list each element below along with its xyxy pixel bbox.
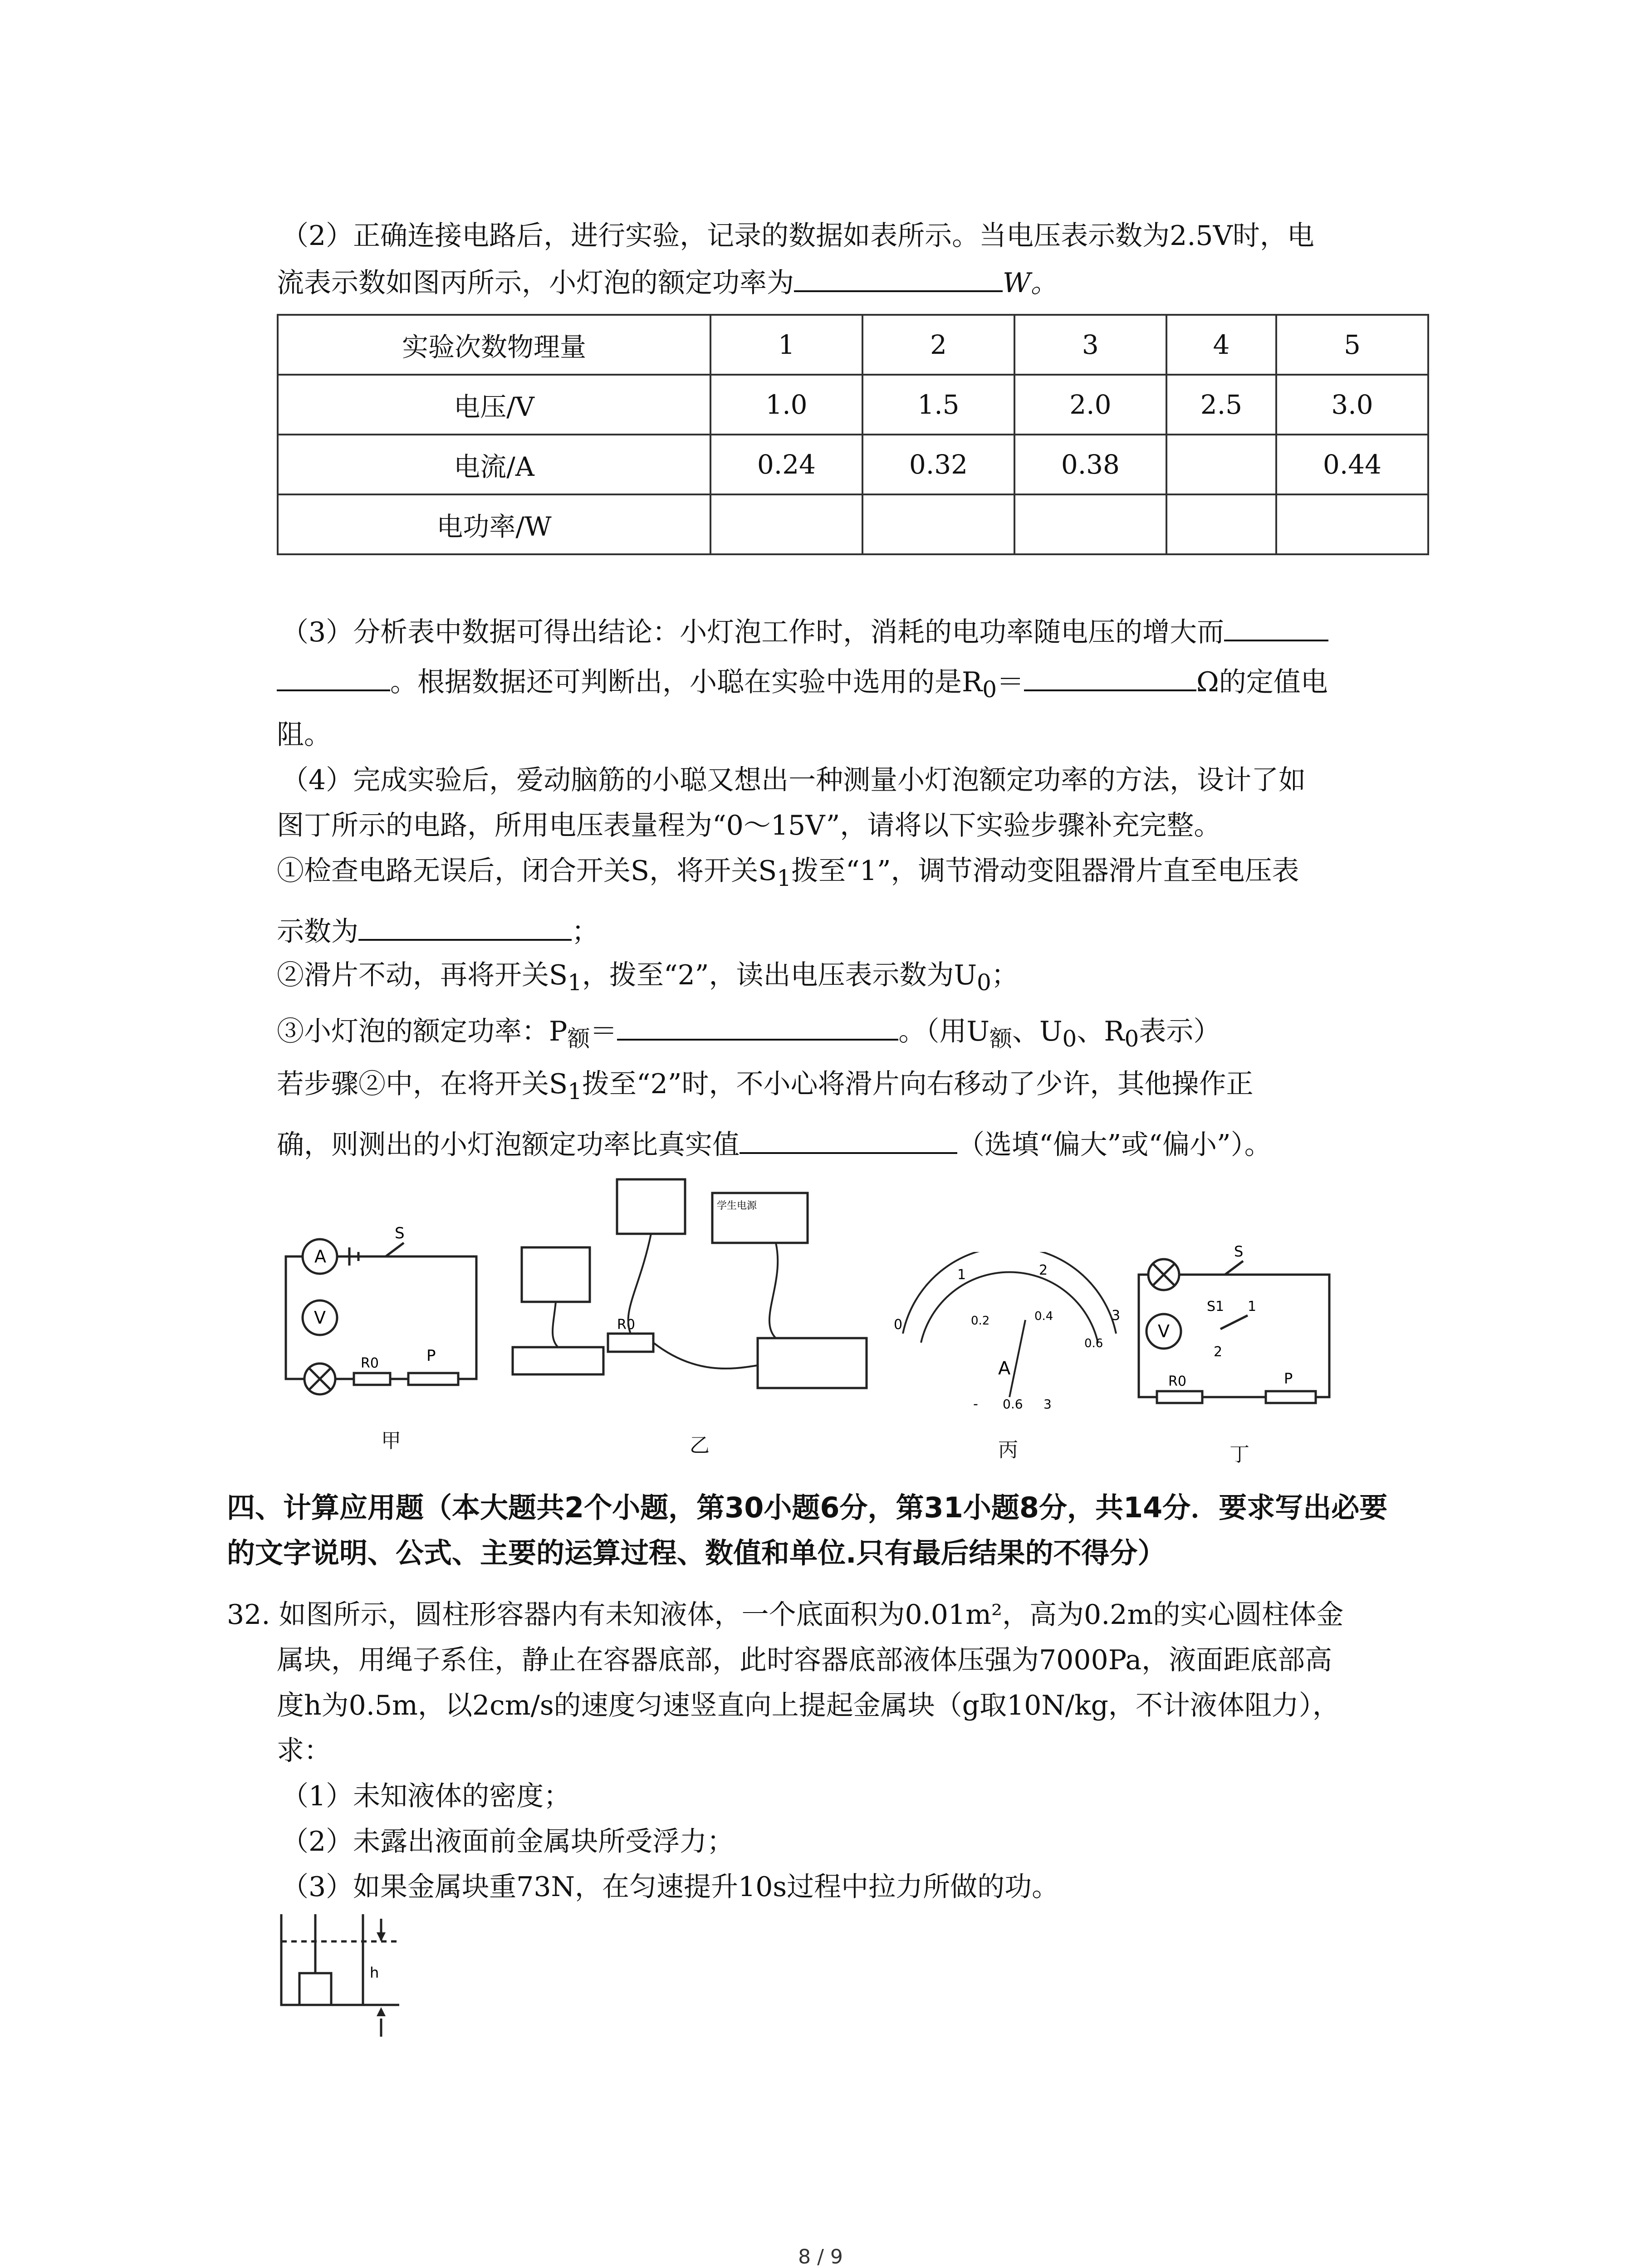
voltmeter-label: V bbox=[1158, 1321, 1170, 1341]
q32-sub2: （2）未露出液面前金属块所受浮力； bbox=[281, 1826, 735, 1857]
table-cell: 0.38 bbox=[1014, 435, 1166, 494]
part3-text: 。根据数据还可判断出，小聪在实验中选用的是R bbox=[390, 666, 983, 698]
answer-blank-trend-cont[interactable] bbox=[277, 662, 390, 691]
table-header-cell: 1 bbox=[710, 315, 862, 375]
dial-three: 3 bbox=[1112, 1308, 1121, 1324]
part3-text: ＝ bbox=[997, 666, 1024, 698]
part4-step1 bbox=[277, 853, 1299, 896]
container-figure bbox=[272, 1905, 408, 2041]
subscript: 0 bbox=[982, 676, 997, 703]
dial-0.2: 0.2 bbox=[971, 1314, 990, 1328]
subscript: 额 bbox=[989, 1026, 1012, 1052]
figure-caption-yi: 乙 bbox=[690, 1434, 710, 1457]
power-supply-label: 学生电源 bbox=[717, 1200, 757, 1212]
switch-label: S bbox=[395, 1224, 405, 1242]
table-header-cell: 实验次数物理量 bbox=[278, 315, 710, 375]
section-heading-line1: 四、计算应用题（本大题共2个小题，第30小题6分，第31小题8分，共14分．要求写出必要 bbox=[227, 1491, 1388, 1524]
table-header-cell: 4 bbox=[1166, 315, 1276, 375]
answer-blank-voltage[interactable] bbox=[358, 912, 572, 941]
part3-line1 bbox=[281, 612, 1328, 650]
table-cell: 0.24 bbox=[710, 435, 862, 494]
subscript: 1 bbox=[777, 865, 792, 891]
table-cell: 电功率/W bbox=[278, 494, 710, 554]
part4-line1: （4）完成实验后，爱动脑筋的小聪又想出一种测量小灯泡额定功率的方法，设计了如 bbox=[281, 764, 1306, 796]
step-text: ； bbox=[572, 916, 599, 948]
question-number: 32. bbox=[227, 1599, 270, 1631]
step-text: （选填“偏大”或“偏小”）。 bbox=[957, 1129, 1272, 1161]
step-text: ②滑片不动，再将开关S bbox=[277, 959, 568, 991]
p-label: P bbox=[426, 1347, 436, 1365]
q32-sub3: （3）如果金属块重73N，在匀速提升10s过程中拉力所做的功。 bbox=[281, 1871, 1059, 1903]
switch-s1-label: S1 bbox=[1207, 1299, 1225, 1315]
answer-blank-power[interactable] bbox=[794, 263, 1003, 292]
step-text: 表示） bbox=[1139, 1016, 1221, 1047]
table-cell: 0.44 bbox=[1276, 435, 1428, 494]
table-cell: 0.32 bbox=[862, 435, 1014, 494]
step-text: ①检查电路无误后，闭合开关S，将开关S bbox=[277, 855, 777, 887]
subscript: 额 bbox=[567, 1026, 590, 1052]
q32-line1 bbox=[227, 1597, 1343, 1633]
subscript: 1 bbox=[568, 969, 582, 996]
part2-line1: （2）正确连接电路后，进行实验，记录的数据如表所示。当电压表示数为2.5V时，电 bbox=[281, 220, 1314, 252]
switch-s-label: S bbox=[1234, 1243, 1244, 1260]
dial-zero: 0 bbox=[894, 1317, 903, 1333]
pos-2-label: 2 bbox=[1214, 1344, 1223, 1360]
part3-line3: 阻。 bbox=[277, 719, 331, 751]
step-text: 拨至“1”，调节滑动变阻器滑片直至电压表 bbox=[791, 855, 1299, 887]
table-cell bbox=[1166, 494, 1276, 554]
figure-caption-bing: 丙 bbox=[998, 1438, 1018, 1461]
dial-unit-a: A bbox=[998, 1358, 1011, 1379]
step-text: ，拨至“2”，读出电压表示数为U bbox=[582, 959, 977, 991]
step-text: 若步骤②中，在将开关S bbox=[277, 1068, 568, 1100]
answer-blank-trend[interactable] bbox=[1224, 612, 1328, 641]
section-heading-line2: 的文字说明、公式、主要的运算过程、数值和单位.只有最后结果的不得分） bbox=[227, 1536, 1166, 1569]
answer-blank-bias[interactable] bbox=[740, 1125, 957, 1154]
table-header-cell: 3 bbox=[1014, 315, 1166, 375]
terminal-3: 3 bbox=[1043, 1397, 1052, 1412]
table-cell bbox=[862, 494, 1014, 554]
data-table bbox=[277, 314, 1429, 555]
table-cell: 1.5 bbox=[862, 375, 1014, 435]
q32-line2: 属块，用绳子系住，静止在容器底部，此时容器底部液体压强为7000Pa，液面距底部高 bbox=[277, 1644, 1332, 1676]
table-cell: 3.0 bbox=[1276, 375, 1428, 435]
part4-step3 bbox=[277, 1012, 1220, 1057]
table-cell: 电流/A bbox=[278, 435, 710, 494]
pos-1-label: 1 bbox=[1248, 1299, 1257, 1315]
table-cell bbox=[710, 494, 862, 554]
dial-one: 1 bbox=[957, 1267, 966, 1283]
step-text: 、U bbox=[1012, 1016, 1063, 1047]
circuit-diagram-jia bbox=[277, 1220, 495, 1402]
dial-two: 2 bbox=[1039, 1262, 1048, 1278]
step-text: 。（用U bbox=[898, 1016, 989, 1047]
table-cell bbox=[1276, 494, 1428, 554]
step-text: ； bbox=[991, 959, 1019, 991]
step-text: 确，则测出的小灯泡额定功率比真实值 bbox=[277, 1129, 740, 1161]
subscript: 0 bbox=[1124, 1026, 1139, 1052]
r0-label: R0 bbox=[361, 1355, 379, 1371]
q32-line4: 求： bbox=[277, 1735, 331, 1767]
table-cell: 电压/V bbox=[278, 375, 710, 435]
part4-extra2 bbox=[277, 1125, 1272, 1163]
step-text: ＝ bbox=[590, 1016, 617, 1047]
subscript: 1 bbox=[568, 1078, 582, 1105]
figure-caption-ding: 丁 bbox=[1230, 1443, 1249, 1466]
circuit-diagram-ding bbox=[1130, 1238, 1347, 1420]
ammeter-dial-bing bbox=[889, 1252, 1125, 1433]
table-row bbox=[278, 375, 1428, 435]
table-cell bbox=[1166, 435, 1276, 494]
dial-0.6: 0.6 bbox=[1084, 1337, 1103, 1350]
terminal-minus: - bbox=[973, 1396, 978, 1412]
answer-blank-power-expr[interactable] bbox=[617, 1012, 898, 1041]
part3-line2 bbox=[277, 662, 1328, 708]
table-cell: 2.0 bbox=[1014, 375, 1166, 435]
table-row bbox=[278, 494, 1428, 554]
r0-label: R0 bbox=[1168, 1374, 1186, 1389]
part4-line2: 图丁所示的电路，所用电压表量程为“0～15V”，请将以下实验步骤补充完整。 bbox=[277, 810, 1221, 841]
table-cell bbox=[1014, 494, 1166, 554]
table-header-row bbox=[278, 315, 1428, 375]
p-label: P bbox=[1284, 1370, 1293, 1387]
height-label-h: h bbox=[370, 1964, 379, 1981]
step-text: 示数为 bbox=[277, 916, 358, 948]
dial-0.4: 0.4 bbox=[1034, 1310, 1053, 1323]
part2-text: 流表示数如图丙所示，小灯泡的额定功率为 bbox=[277, 267, 794, 299]
terminal-0.6: 0.6 bbox=[1003, 1397, 1023, 1412]
r0-equipment-label: R0 bbox=[617, 1317, 635, 1333]
part3-text: Ω的定值电 bbox=[1196, 666, 1328, 698]
table-header-cell: 5 bbox=[1276, 315, 1428, 375]
equipment-figure-yi bbox=[504, 1175, 903, 1429]
part3-text: （3）分析表中数据可得出结论：小灯泡工作时，消耗的电功率随电压的增大而 bbox=[281, 616, 1225, 648]
figure-caption-jia: 甲 bbox=[381, 1429, 401, 1452]
table-cell: 2.5 bbox=[1166, 375, 1276, 435]
table-header-cell: 2 bbox=[862, 315, 1014, 375]
ammeter-label: A bbox=[314, 1246, 326, 1266]
q32-line3: 度h为0.5m，以2cm/s的速度匀速竖直向上提起金属块（g取10N/kg，不计液体阻力）， bbox=[277, 1690, 1340, 1721]
step-text: ③小灯泡的额定功率：P bbox=[277, 1016, 568, 1047]
page-number: 8 / 9 bbox=[798, 2245, 843, 2268]
subscript: 0 bbox=[1062, 1026, 1077, 1052]
table-cell: 1.0 bbox=[710, 375, 862, 435]
voltmeter-label: V bbox=[314, 1308, 326, 1328]
q32-text: 如图所示，圆柱形容器内有未知液体，一个底面积为0.01m²，高为0.2m的实心圆柱体金 bbox=[279, 1599, 1344, 1631]
unit-w: W。 bbox=[1003, 267, 1058, 299]
part4-step1-cont bbox=[277, 912, 599, 950]
subscript: 0 bbox=[977, 969, 991, 996]
step-text: 拨至“2”时，不小心将滑片向右移动了少许，其他操作正 bbox=[582, 1068, 1254, 1100]
part4-extra1 bbox=[277, 1066, 1253, 1110]
step-text: 、R bbox=[1077, 1016, 1125, 1047]
table-row bbox=[278, 435, 1428, 494]
part4-step2 bbox=[277, 957, 1019, 1001]
answer-blank-r0[interactable] bbox=[1024, 662, 1196, 691]
part2-line2 bbox=[277, 263, 1058, 301]
q32-sub1: （1）未知液体的密度； bbox=[281, 1780, 571, 1812]
